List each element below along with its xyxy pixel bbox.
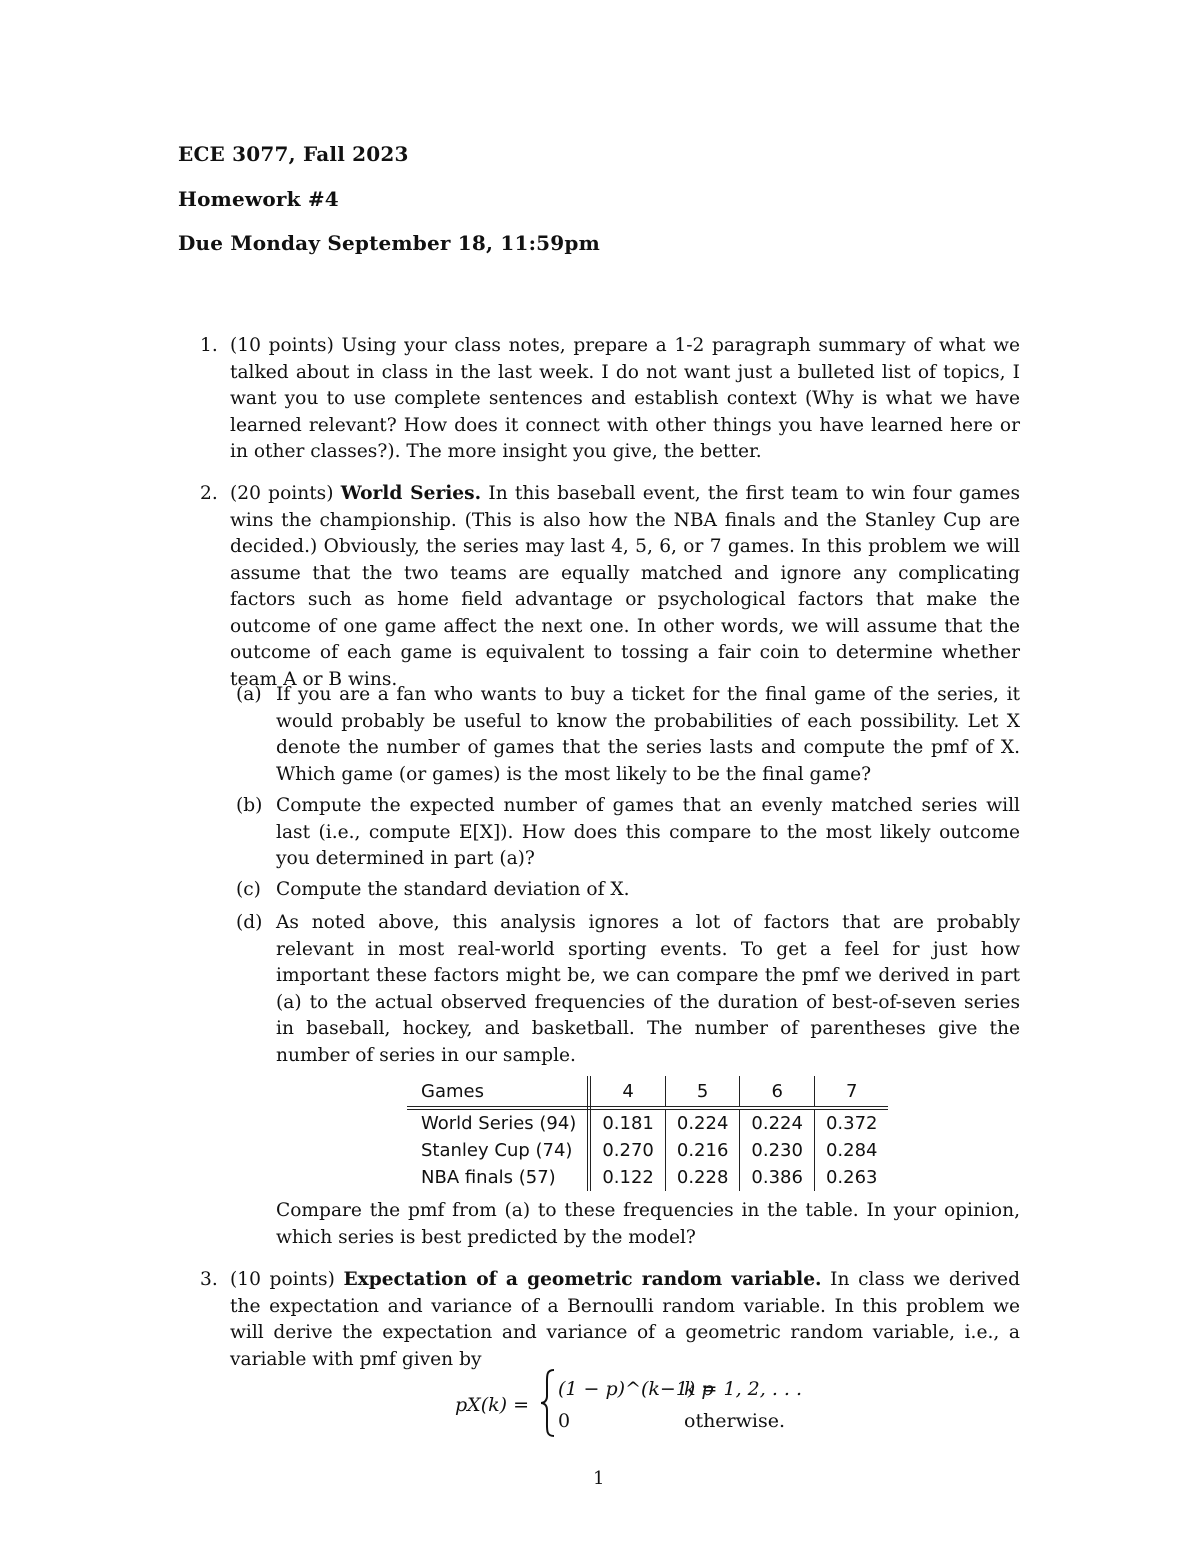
part-d-text: As noted above, this analysis ignores a lot of factors that are probably relevant in most real-world sporting events. To get a feel for just how important these factors might be, we can compare the pmf we derived in part (a) to the actual observed frequencies of the duration of best-of-seven series in baseball, hockey, and basketball. The number of parentheses give the number of series in our sample.: [276, 912, 1020, 1066]
table-cell: 0.386: [740, 1164, 815, 1191]
problem-1-number: 1.: [200, 335, 218, 356]
header-7: 7: [814, 1076, 888, 1108]
formula-case-2: 0: [558, 1410, 571, 1432]
table-cell: 0.224: [665, 1108, 740, 1137]
table-row: [407, 1108, 888, 1137]
table-cell: 0.228: [665, 1164, 740, 1191]
table-cell: 0.122: [589, 1164, 665, 1191]
header-games: Games: [407, 1076, 589, 1108]
table-cell: 0.216: [665, 1137, 740, 1164]
header-6: 6: [740, 1076, 815, 1108]
table-row: [407, 1137, 888, 1164]
formula-condition-1: k = 1, 2, . . .: [684, 1378, 803, 1400]
problem-1-text: (10 points) Using your class notes, prepare a 1-2 paragraph summary of what we talked about in class in the last week. I do not want just a bulleted list of topics, I want you to use complete sentences and establish context (Why is what we have learned relevant? How does it connect with other things you have learned here or in other classes?). The more insight you give, the better.: [230, 335, 1020, 462]
part-d-followup: Compare the pmf from (a) to these frequencies in the table. In your opinion, which series is best predicted by the model?: [276, 1200, 1020, 1248]
problem-3-number: 3.: [200, 1269, 218, 1290]
table-cell: 0.372: [825, 1113, 878, 1134]
series-frequency-table: [407, 1076, 888, 1191]
part-a-label: (a): [236, 684, 262, 705]
header-5: 5: [665, 1076, 740, 1108]
formula-brace: [538, 1368, 558, 1438]
formula-case-1: (1 − p)^(k−1) p: [558, 1378, 714, 1400]
formula-condition-2: otherwise.: [684, 1410, 786, 1432]
part-b-label: (b): [236, 795, 263, 816]
problem-2-number: 2.: [200, 483, 218, 504]
due-date: Due Monday September 18, 11:59pm: [178, 231, 600, 255]
problem-3-text: In class we derived the expectation and variance of a Bernoulli random variable. In this problem we will derive the expectation and variance of a geometric random variable, i.e., a variable with pmf given by: [230, 1269, 1020, 1370]
row-label: NBA finals (57): [407, 1164, 589, 1191]
problem-2-points: (20 points): [230, 483, 334, 504]
table-row: [407, 1164, 888, 1191]
row-label: World Series (94): [407, 1108, 589, 1137]
problem-3-title: Expectation of a geometric random variable.: [343, 1269, 822, 1290]
problem-2-title: World Series.: [340, 483, 482, 504]
header-4: 4: [589, 1076, 665, 1108]
part-d-label: (d): [236, 912, 263, 933]
problem-2-text: In this baseball event, the first team to win four games wins the championship. (This is also how the NBA finals and the Stanley Cup are decided.) Obviously, the series may last 4, 5, 6, or 7 games. In this problem we will assume that the two teams are equally matched and ignore any complicating factors such as home field advantage or psychological factors that make the outcome of one game affect the next one. In other words, we will assume that the outcome of each game is equivalent to tossing a fair coin to determine whether team A or B wins.: [230, 483, 1020, 690]
part-a-text: If you are a fan who wants to buy a ticket for the final game of the series, it would probably be useful to know the probabilities of each possibility. Let X denote the number of games that the series lasts and compute the pmf of X. Which game (or games) is the most likely to be the final game?: [276, 684, 1020, 785]
problem-2-body: [230, 481, 1020, 693]
problem-3-points: (10 points): [230, 1269, 335, 1290]
part-b-text: Compute the expected number of games that an evenly matched series will last (i.e., compute E[X]). How does this compare to the most likely outcome you determined in part (a)?: [276, 795, 1020, 869]
course-title: ECE 3077, Fall 2023: [178, 142, 409, 166]
table-cell: 0.181: [589, 1108, 665, 1137]
homework-title: Homework #4: [178, 187, 339, 211]
page-number: 1: [593, 1468, 605, 1489]
table-cell: 0.284: [825, 1140, 878, 1161]
table-cell: 0.224: [740, 1108, 815, 1137]
part-c-label: (c): [236, 879, 261, 900]
row-label: Stanley Cup (74): [407, 1137, 589, 1164]
table-cell: 0.263: [825, 1167, 878, 1188]
table-header-row: [407, 1076, 888, 1108]
table-cell: 0.230: [740, 1137, 815, 1164]
problem-3-body: [230, 1267, 1020, 1373]
table-cell: 0.270: [589, 1137, 665, 1164]
formula-lhs: pX(k) =: [455, 1394, 529, 1416]
part-c-text: Compute the standard deviation of X.: [276, 879, 630, 900]
